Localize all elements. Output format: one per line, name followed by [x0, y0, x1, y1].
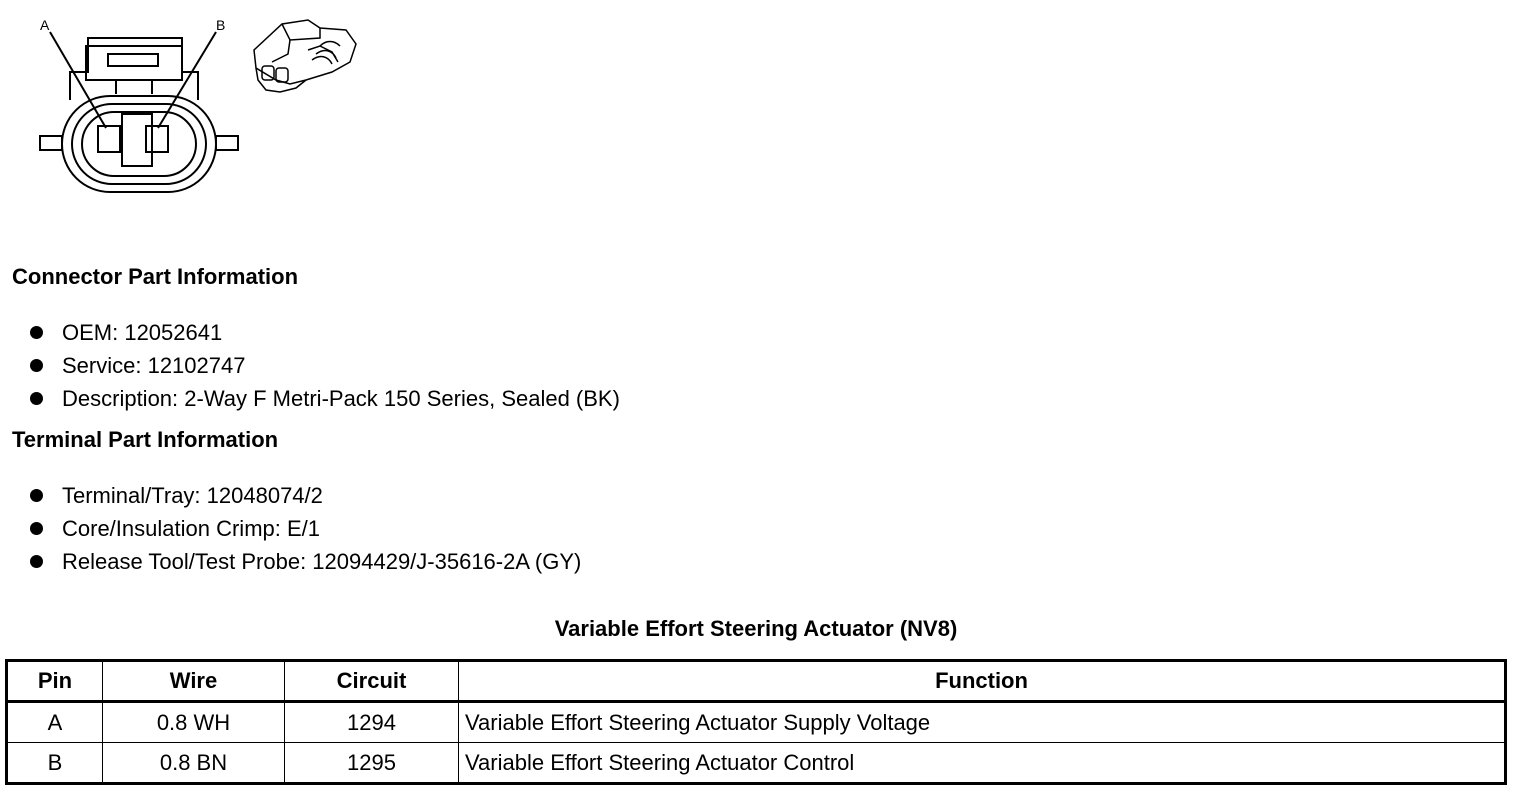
connector-description: Description: 2-Way F Metri-Pack 150 Series, Sealed (BK) — [62, 386, 620, 411]
list-item — [30, 545, 581, 578]
terminal-part-info-list — [30, 479, 581, 578]
connector-thumbnail — [254, 20, 356, 92]
connector-body-outline — [62, 96, 216, 192]
pin-label-a: A — [40, 17, 50, 33]
cell-wire: 0.8 WH — [103, 702, 285, 743]
column-header-pin: Pin — [7, 661, 103, 702]
terminal-part-info-heading: Terminal Part Information — [12, 427, 279, 452]
bullet-icon — [30, 555, 43, 568]
list-item — [30, 479, 581, 512]
table-row — [7, 702, 1506, 743]
column-header-function: Function — [459, 661, 1506, 702]
release-tool-test-probe: Release Tool/Test Probe: 12094429/J-35616-2A (GY) — [62, 549, 582, 574]
list-item — [30, 349, 620, 382]
table-title: Variable Effort Steering Actuator (NV8) — [554, 616, 958, 641]
oem-part-number: OEM: 12052641 — [62, 320, 223, 345]
cell-pin: A — [7, 702, 103, 743]
bullet-icon — [30, 522, 43, 535]
cell-function: Variable Effort Steering Actuator Supply Voltage — [459, 702, 1506, 743]
column-header-wire: Wire — [103, 661, 285, 702]
cell-circuit: 1294 — [285, 702, 459, 743]
service-part-number: Service: 12102747 — [62, 353, 246, 378]
pin-cavity-b — [146, 126, 168, 152]
pinout-table — [5, 659, 1507, 785]
bullet-icon — [30, 359, 43, 372]
core-insulation-crimp: Core/Insulation Crimp: E/1 — [62, 516, 320, 541]
column-header-circuit: Circuit — [285, 661, 459, 702]
cell-circuit: 1295 — [285, 743, 459, 784]
cell-wire: 0.8 BN — [103, 743, 285, 784]
list-item — [30, 512, 581, 545]
connector-illustration — [20, 10, 380, 210]
pin-label-b: B — [216, 17, 226, 33]
bullet-icon — [30, 326, 43, 339]
pin-cavity-a — [98, 126, 120, 152]
list-item — [30, 316, 620, 349]
list-item — [30, 382, 620, 415]
cell-function: Variable Effort Steering Actuator Control — [459, 743, 1506, 784]
connector-part-info-heading: Connector Part Information — [12, 264, 299, 289]
bullet-icon — [30, 489, 43, 502]
cell-pin: B — [7, 743, 103, 784]
connector-part-info-list — [30, 316, 620, 415]
bullet-icon — [30, 392, 43, 405]
table-row — [7, 743, 1506, 784]
terminal-tray: Terminal/Tray: 12048074/2 — [62, 483, 323, 508]
table-header-row — [7, 661, 1506, 702]
